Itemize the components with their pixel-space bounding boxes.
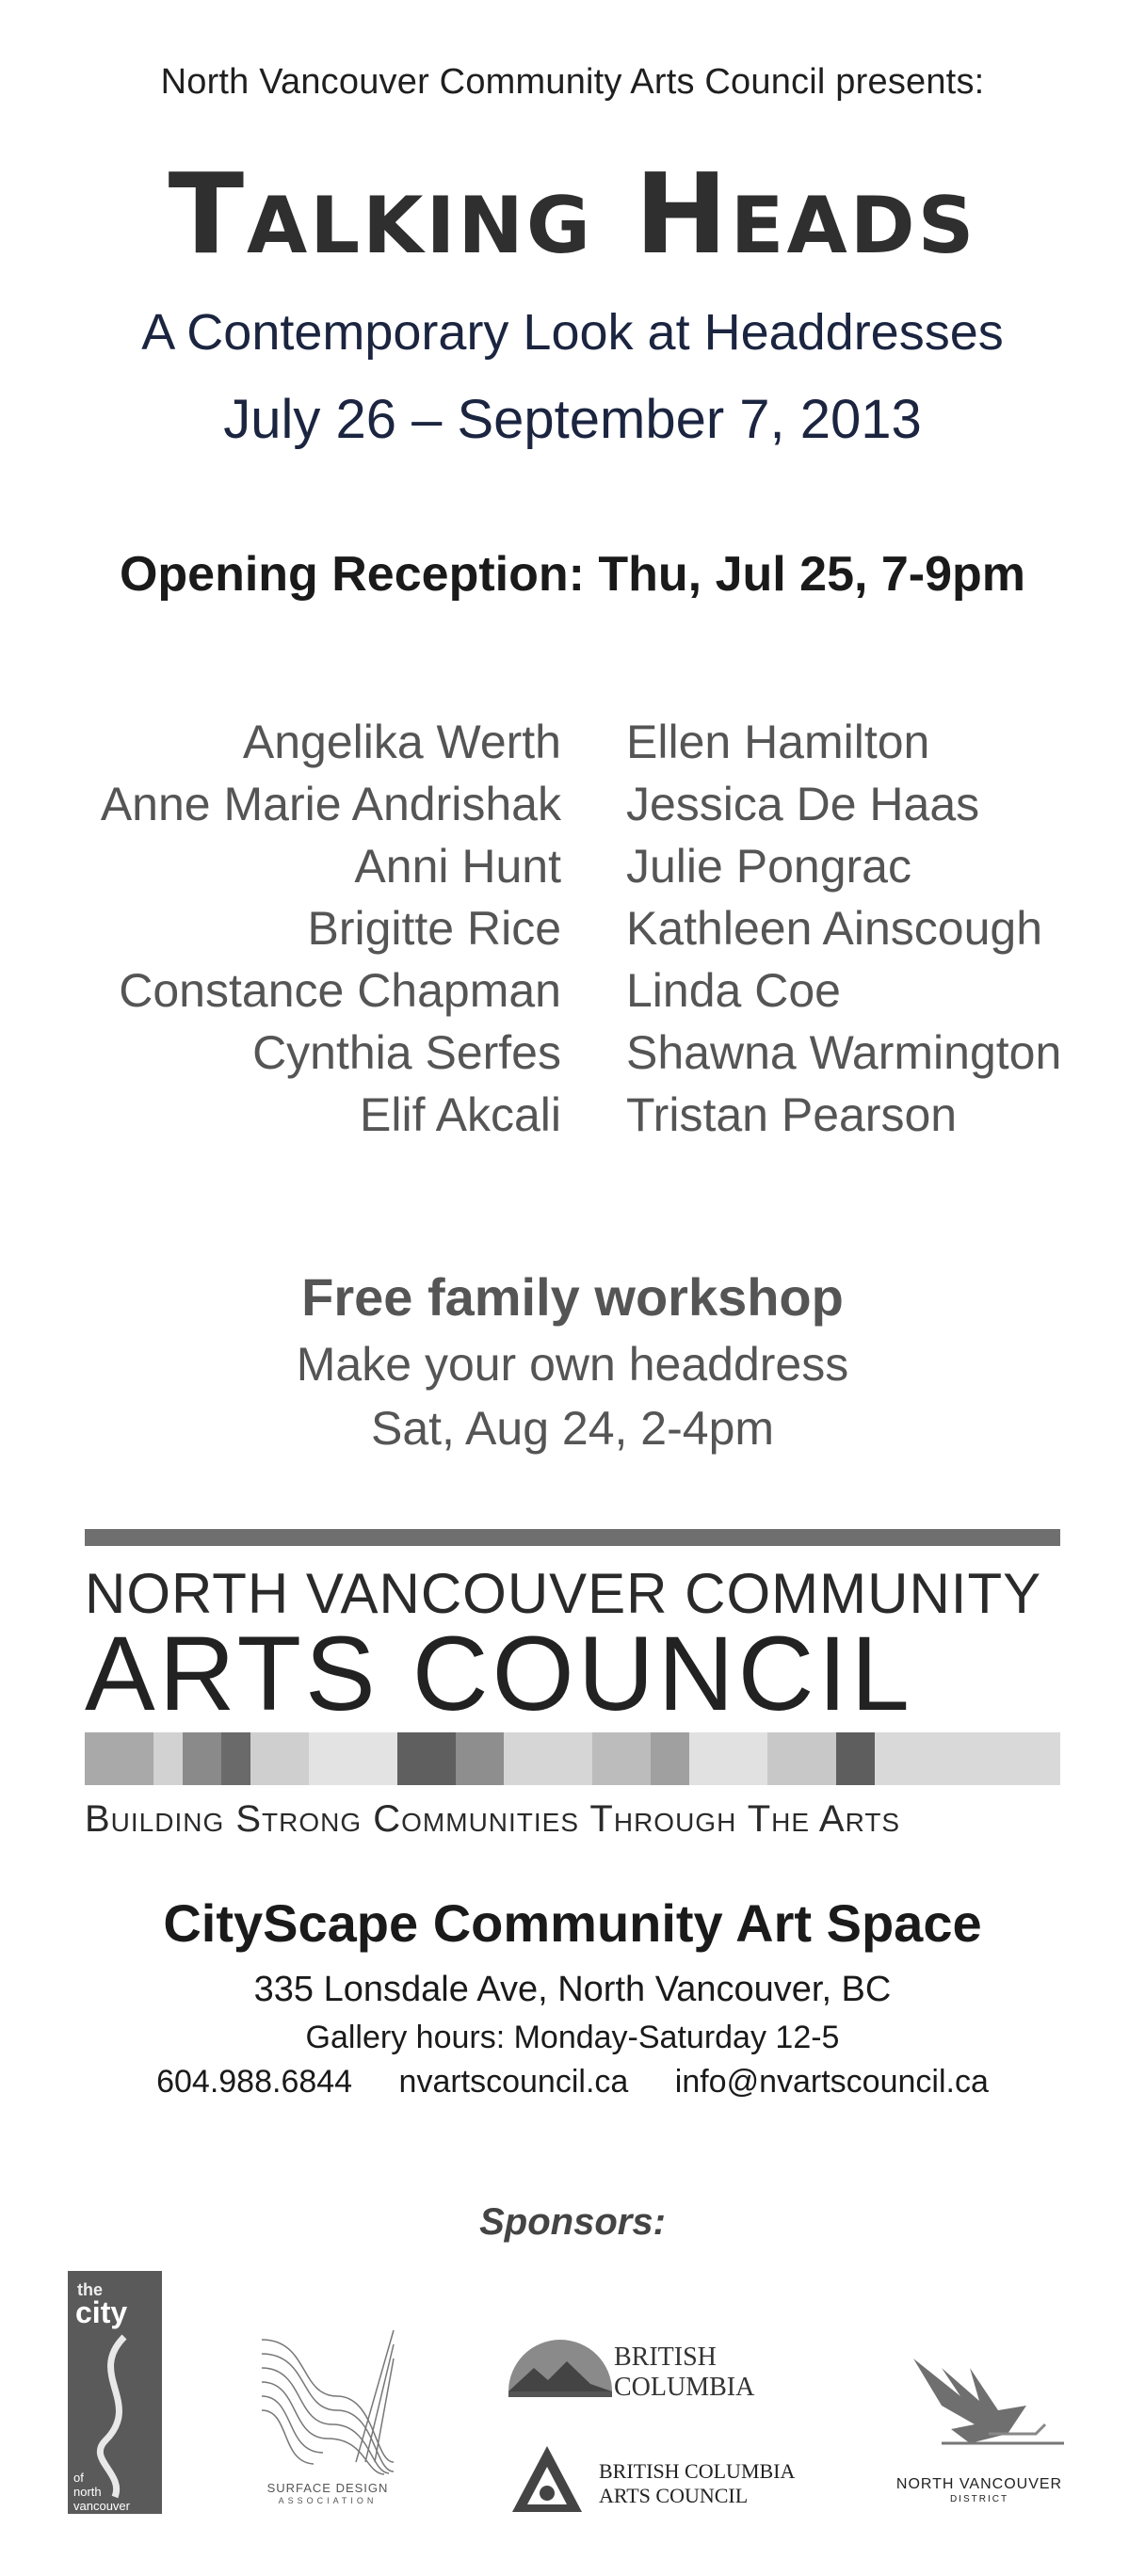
sponsors-label: Sponsors: <box>479 2201 666 2243</box>
logo-strip-block <box>592 1732 651 1785</box>
logo-strip-block <box>504 1732 591 1785</box>
north-vancouver-district-logo <box>885 2340 1073 2509</box>
city-of-north-vancouver-logo <box>68 2271 162 2514</box>
logo-strip-block <box>250 1732 309 1785</box>
sda-subname: ASSOCIATION <box>278 2496 378 2505</box>
logo-top-bar <box>85 1529 1060 1546</box>
logo-strip-block <box>309 1732 396 1785</box>
gallery-hours: Gallery hours: Monday-Saturday 12-5 <box>305 2020 840 2055</box>
website-link[interactable]: nvartscouncil.ca <box>398 2064 629 2100</box>
workshop-date: Sat, Aug 24, 2-4pm <box>370 1402 775 1455</box>
logo-strip-block <box>153 1732 183 1785</box>
logo-line-1: NORTH VANCOUVER COMMUNITY <box>85 1562 1042 1625</box>
logo-strip-block <box>875 1732 1060 1785</box>
arts-council-logo <box>85 1529 1060 1840</box>
artists-right-column <box>626 711 1061 1146</box>
artist-name: Tristan Pearson <box>626 1088 958 1141</box>
british-columbia-logo <box>501 2326 783 2410</box>
opening-reception: Opening Reception: Thu, Jul 25, 7-9pm <box>119 547 1026 602</box>
logo-strip-block <box>767 1732 836 1785</box>
artists-left-column <box>101 711 561 1146</box>
sunset-mountains-icon <box>501 2326 614 2410</box>
artist-name: Shawna Warmington <box>626 1026 1062 1079</box>
artist-name: Anne Marie Andrishak <box>100 778 561 830</box>
logo-tagline: Building Strong Communities Through The Arts <box>85 1798 901 1840</box>
artist-name: Ellen Hamilton <box>626 716 930 768</box>
surface-design-association-logo <box>252 2321 403 2509</box>
exhibition-subtitle: A Contemporary Look at Headdresses <box>141 304 1004 361</box>
bc-name-line-1: BRITISH <box>614 2343 717 2372</box>
triangle-emblem-icon <box>505 2439 589 2523</box>
logo-color-strip <box>85 1732 1060 1785</box>
logo-strip-block <box>836 1732 875 1785</box>
city-logo-text: the <box>77 2280 103 2299</box>
artist-name: Elif Akcali <box>360 1088 561 1141</box>
exhibition-dates: July 26 – September 7, 2013 <box>223 389 922 450</box>
bcac-name-line-2: ARTS COUNCIL <box>599 2484 749 2507</box>
contact-line <box>0 2064 1145 2101</box>
venue-address: 335 Lonsdale Ave, North Vancouver, BC <box>253 1970 892 2009</box>
city-logo-caption: of north vancouver <box>73 2471 130 2513</box>
logo-strip-block <box>456 1732 505 1785</box>
artist-name: Kathleen Ainscough <box>626 902 1043 955</box>
bc-arts-council-logo <box>505 2439 825 2523</box>
logo-line-2: ARTS COUNCIL <box>85 1615 913 1732</box>
artist-name: Brigitte Rice <box>307 902 561 955</box>
exhibition-title: Talking Heads <box>168 149 977 279</box>
artist-name: Cynthia Serfes <box>252 1026 561 1079</box>
city-logo-text: city <box>75 2295 128 2329</box>
bcac-name-line-1: BRITISH COLUMBIA <box>599 2459 796 2483</box>
nvd-name-line-1: NORTH VANCOUVER <box>895 2476 1063 2492</box>
phone-number: 604.988.6844 <box>156 2064 353 2100</box>
artist-name: Julie Pongrac <box>626 840 911 893</box>
workshop-title: Free family workshop <box>301 1267 844 1327</box>
logo-strip-block <box>397 1732 456 1785</box>
nvd-name-line-2: DISTRICT <box>949 2494 1009 2504</box>
venue-name: CityScape Community Art Space <box>163 1893 982 1953</box>
workshop-description: Make your own headdress <box>296 1338 849 1391</box>
bc-name-line-2: COLUMBIA <box>614 2373 755 2402</box>
artist-name: Constance Chapman <box>119 964 561 1017</box>
presenter-line: North Vancouver Community Arts Council presents: <box>160 62 985 102</box>
artist-name: Jessica De Haas <box>626 778 980 830</box>
logo-strip-block <box>221 1732 250 1785</box>
eagle-icon <box>885 2340 1073 2471</box>
artist-name: Anni Hunt <box>354 840 561 893</box>
logo-strip-block <box>651 1732 689 1785</box>
sda-name: SURFACE DESIGN <box>266 2481 389 2495</box>
logo-strip-block <box>183 1732 221 1785</box>
logo-strip-block <box>689 1732 767 1785</box>
email-link[interactable]: info@nvartscouncil.ca <box>674 2064 989 2100</box>
logo-strip-block <box>85 1732 153 1785</box>
wave-lines-icon <box>252 2321 403 2476</box>
artist-name: Angelika Werth <box>242 716 561 768</box>
artist-name: Linda Coe <box>626 964 841 1017</box>
